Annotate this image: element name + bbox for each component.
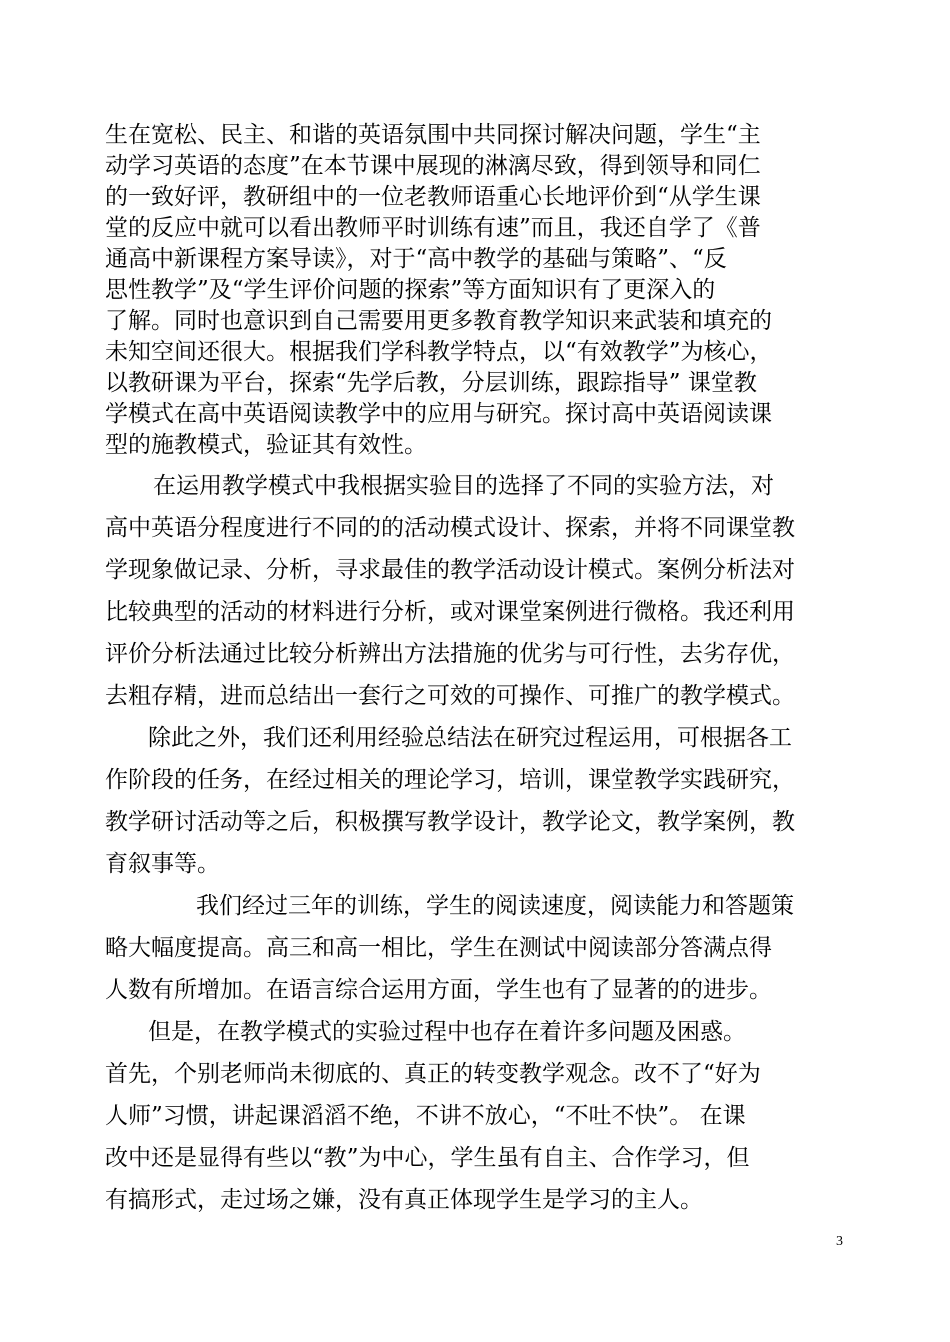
- text-line: 学模式在高中英语阅读教学中的应用与研究。探讨高中英语阅读课: [105, 401, 772, 427]
- text-line: 除此之外，我们还利用经验总结法在研究过程运用，可根据各工: [148, 725, 792, 751]
- text-line: 堂的反应中就可以看出教师平时训练有速”而且，我还自学了《普: [105, 215, 761, 241]
- text-line: 了解。同时也意识到自己需要用更多教育教学知识来武装和填充的: [105, 308, 772, 334]
- text-line: 高中英语分程度进行不同的的活动模式设计、探索，并将不同课堂教: [105, 515, 795, 541]
- text-line: 有搞形式，走过场之嫌，没有真正体现学生是学习的主人。: [105, 1187, 703, 1213]
- text-line: 去粗存精，进而总结出一套行之可效的可操作、可推广的教学模式。: [105, 683, 795, 709]
- text-line: 教学研讨活动等之后，积极撰写教学设计，教学论文，教学案例，教: [105, 809, 795, 835]
- text-line: 通高中新课程方案导读》，对于“高中教学的基础与策略”、“反: [105, 246, 727, 272]
- text-line: 略大幅度提高。高三和高一相比，学生在测试中阅读部分答满点得: [105, 935, 772, 961]
- text-line: 我们经过三年的训练，学生的阅读速度，阅读能力和答题策: [196, 893, 794, 919]
- text-line: 学现象做记录、分析，寻求最佳的教学活动设计模式。案例分析法对: [105, 557, 795, 583]
- text-line: 生在宽松、民主、和谐的英语氛围中共同探讨解决问题，学生“主: [105, 122, 761, 148]
- text-line: 未知空间还很大。根据我们学科教学特点，以“有效教学”为核心，: [105, 339, 773, 365]
- text-line: 人数有所增加。在语言综合运用方面，学生也有了显著的的进步。: [105, 977, 772, 1003]
- text-line: 的一致好评，教研组中的一位老教师语重心长地评价到“从学生课: [105, 184, 761, 210]
- text-line: 型的施教模式，验证其有效性。: [105, 432, 427, 458]
- text-line: 作阶段的任务，在经过相关的理论学习，培训，课堂教学实践研究，: [105, 767, 795, 793]
- text-line: 在运用教学模式中我根据实验目的选择了不同的实验方法，对: [153, 473, 774, 499]
- text-line: 评价分析法通过比较分析辨出方法措施的优劣与可行性，去劣存优，: [105, 641, 795, 667]
- page-number: 3: [836, 1234, 843, 1249]
- text-line: 以教研课为平台，探索“先学后教，分层训练，跟踪指导” 课堂教: [105, 370, 757, 396]
- text-line: 但是，在教学模式的实验过程中也存在着许多问题及困惑。: [148, 1019, 746, 1045]
- text-line: 育叙事等。: [105, 851, 220, 877]
- text-line: 首先，个别老师尚未彻底的、真正的转变教学观念。改不了“好为: [105, 1061, 761, 1087]
- text-line: 改中还是显得有些以“教”为中心，学生虽有自主、合作学习，但: [105, 1145, 750, 1171]
- text-line: 人师”习惯，讲起课滔滔不绝，不讲不放心，“不吐不快”。 在课: [105, 1103, 746, 1129]
- text-line: 思性教学”及“学生评价问题的探索”等方面知识有了更深入的: [105, 277, 716, 303]
- text-line: 比较典型的活动的材料进行分析，或对课堂案例进行微格。我还利用: [105, 599, 795, 625]
- text-line: 动学习英语的态度”在本节课中展现的淋漓尽致，得到领导和同仁: [105, 153, 761, 179]
